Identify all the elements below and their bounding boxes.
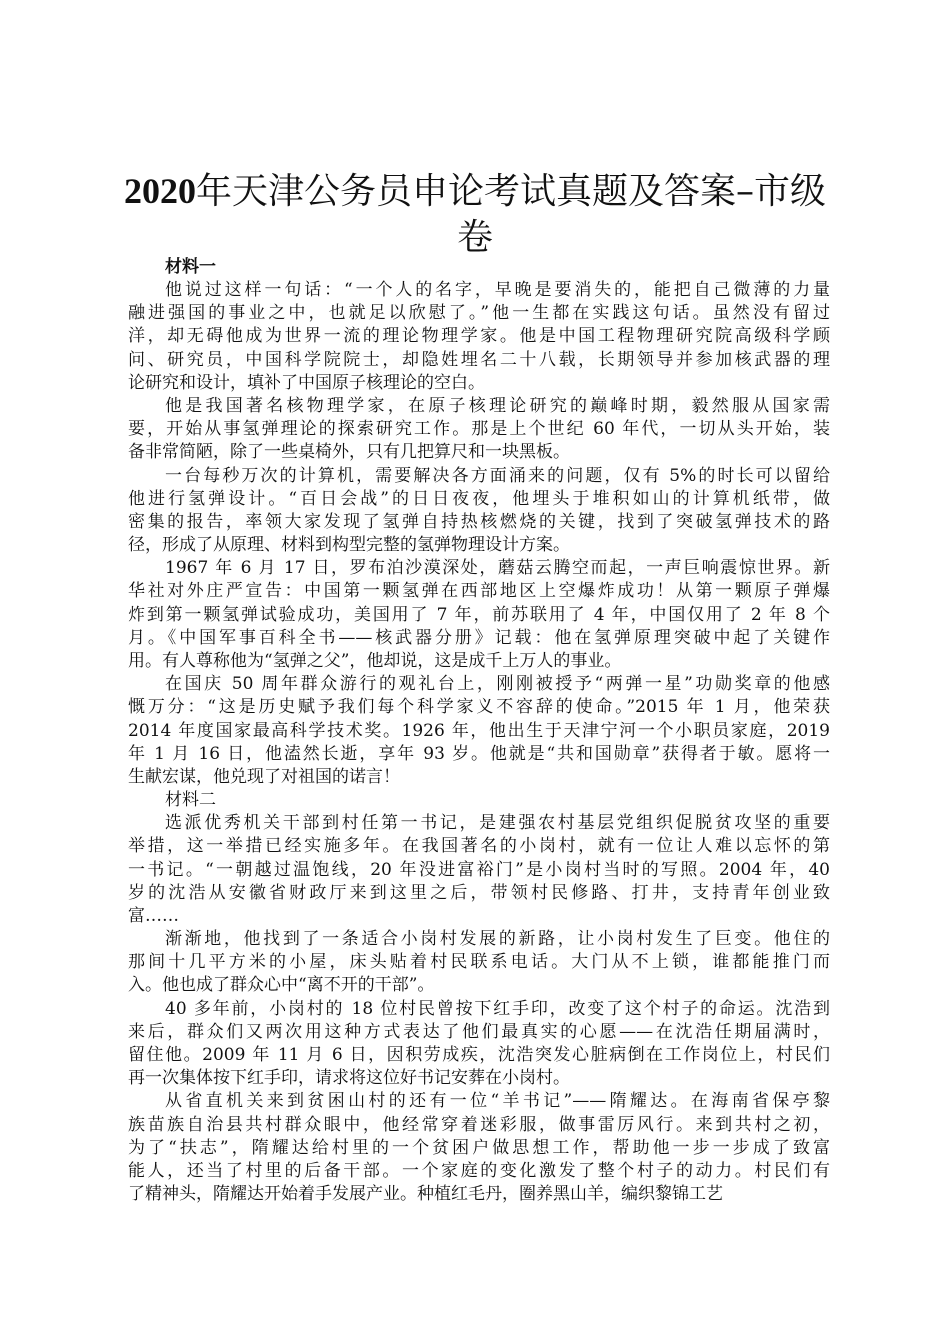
paragraph-line: 了精神头，隋耀达开始着手发展产业。种植红毛丹，圈养黑山羊，编织黎锦工艺 <box>128 1184 723 1205</box>
section-2-content <box>128 812 830 1206</box>
paragraph-line: 他说过这样一句话：“一个人的名字，早晚是要消失的，能把自己微薄的力量 <box>165 280 830 300</box>
paragraph-line: 径，形成了从原理、材料到构型完整的氢弹物理设计方案。 <box>128 535 570 556</box>
paragraph-line: 一台每秒万次的计算机，需要解决各方面涌来的问题，仅有 5%的时长可以留给 <box>165 465 830 486</box>
paragraph-line: 他进行氢弹设计。“百日会战”的日日夜夜，他埋头于堆积如山的计算机纸带，做 <box>128 488 830 509</box>
paragraph-line: 能人，还当了村里的后备干部。一个家庭的变化激发了整个村子的动力。村民们有 <box>128 1160 830 1181</box>
paragraph-line: 入。他也成了群众心中“离不开的干部”。 <box>128 975 435 996</box>
paragraph <box>128 279 830 395</box>
paragraph <box>128 557 830 673</box>
paragraph-line: 他是我国著名核物理学家，在原子核理论研究的巅峰时期，毅然服从国家需 <box>165 395 830 416</box>
paragraph-line: 在国庆 50 周年群众游行的观礼台上，刚刚被授予“两弹一星”功勋奖章的他感 <box>165 674 830 695</box>
paragraph-line: 备非常简陋，除了一些桌椅外，只有几把算尺和一块黑板。 <box>128 442 570 463</box>
title-line1: 年天津公务员申论考试真题及答案–市级 <box>195 171 826 212</box>
paragraph-line: 族苗族自治县共村群众眼中，他经常穿着迷彩服，做事雷厉风行。来到共村之初， <box>128 1114 830 1135</box>
section-1-content <box>128 279 830 789</box>
paragraph-line: 1967 年 6 月 17 日，罗布泊沙漠深处，蘑菇云腾空而起，一声巨响震惊世界。新 <box>165 558 830 579</box>
paragraph <box>128 1090 830 1206</box>
paragraph-line: 来后，群众们又两次用这种方式表达了他们最真实的心愿——在沈浩任期届满时， <box>128 1021 830 1042</box>
document-body <box>128 256 830 1206</box>
paragraph-line: 从省直机关来到贫困山村的还有一位“羊书记”——隋耀达。在海南省保亭黎 <box>165 1091 830 1112</box>
paragraph-line: 慨万分：“这是历史赋予我们每个科学家义不容辞的使命。”2015 年 1 月，他荣获 <box>128 697 830 718</box>
paragraph-line: 一书记。“一朝越过温饱线，20 年没进富裕门”是小岗村当时的写照。2004 年，40 <box>128 859 830 880</box>
paragraph-line: 岁的沈浩从安徽省财政厅来到这里之后，带领村民修路、打井，支持青年创业致 <box>128 882 830 903</box>
paragraph-line: 年 1 月 16 日，他溘然长逝，享年 93 岁。他就是“共和国勋章”获得者于敏。愿将一 <box>128 743 830 764</box>
paragraph-line: 用。有人尊称他为“氢弹之父”，他却说，这是成千上万人的事业。 <box>128 651 622 671</box>
paragraph-line: 论研究和设计，填补了中国原子核理论的空白。 <box>128 372 485 393</box>
paragraph <box>128 673 830 789</box>
paragraph-line: 华社对外庄严宣告：中国第一颗氢弹在西部地区上空爆炸成功！从第一颗原子弹爆 <box>128 581 830 602</box>
paragraph-line: 为了“扶志”，隋耀达给村里的一个贫困户做思想工作，帮助他一步一步成了致富 <box>128 1137 830 1158</box>
document-title <box>120 168 830 261</box>
paragraph <box>128 395 830 465</box>
paragraph-line: 举措，这一举措已经实施多年。在我国著名的小岗村，就有一位让人难以忘怀的第 <box>128 836 830 857</box>
paragraph-line: 那间十几平方米的小屋，床头贴着村民联系电话。大门从不上锁，谁都能推门而 <box>128 952 830 973</box>
paragraph-line: 再一次集体按下红手印，请求将这位好书记安葬在小岗村。 <box>128 1068 570 1089</box>
title-year: 2020 <box>123 171 196 211</box>
paragraph <box>128 812 830 928</box>
paragraph-line: 月。《中国军事百科全书——核武器分册》记载：他在氢弹原理突破中起了关键作 <box>128 627 830 648</box>
paragraph-line: 融进强国的事业之中，也就足以欣慰了。”他一生都在实践这句话。虽然没有留过 <box>128 303 830 324</box>
paragraph <box>128 998 830 1091</box>
paragraph-line: 密集的报告，率领大家发现了氢弹自持热核燃烧的关键，找到了突破氢弹技术的路 <box>128 511 830 532</box>
paragraph <box>128 928 830 998</box>
paragraph-line: 洋，却无碍他成为世界一流的理论物理学家。他是中国工程物理研究院高级科学顾 <box>128 326 830 347</box>
title-line2: 卷 <box>456 217 493 258</box>
paragraph-line: 留住他。2009 年 11 月 6 日，因积劳成疾，沈浩突发心脏病倒在工作岗位上，村民们 <box>128 1045 830 1065</box>
paragraph-line: 炸到第一颗氢弹试验成功，美国用了 7 年，前苏联用了 4 年，中国仅用了 2 年 8 个 <box>128 604 830 625</box>
paragraph-line: 富…… <box>128 905 179 926</box>
paragraph-line: 选派优秀机关干部到村任第一书记，是建强农村基层党组织促脱贫攻坚的重要 <box>165 813 830 834</box>
section-heading: 材料一 <box>165 257 216 277</box>
paragraph-line: 要，开始从事氢弹理论的探索研究工作。那是上个世纪 60 年代，一切从头开始，装 <box>128 419 830 440</box>
section-heading: 材料二 <box>165 790 216 811</box>
paragraph-line: 问、研究员，中国科学院院士，却隐姓埋名二十八载，长期领导并参加核武器的理 <box>128 349 830 370</box>
paragraph-line: 40 多年前，小岗村的 18 位村民曾按下红手印，改变了这个村子的命运。沈浩到 <box>165 998 830 1019</box>
paragraph-line: 2014 年度国家最高科学技术奖。1926 年，他出生于天津宁河一个小职员家庭，2019 <box>128 720 830 741</box>
paragraph-line: 生献宏谋，他兑现了对祖国的诺言！ <box>128 766 400 787</box>
paragraph <box>128 465 830 558</box>
paragraph-line: 渐渐地，他找到了一条适合小岗村发展的新路，让小岗村发生了巨变。他住的 <box>165 929 830 950</box>
